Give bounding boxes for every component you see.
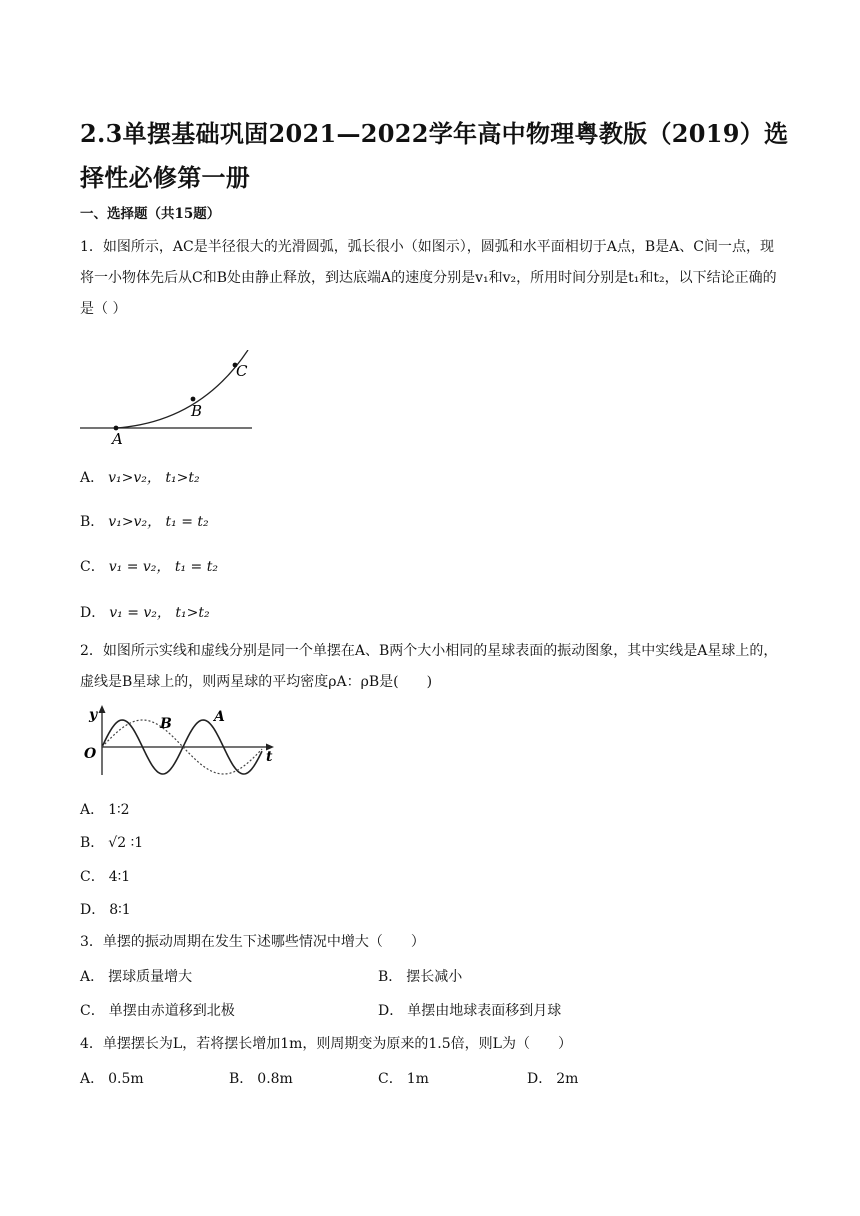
question-4-option-b[interactable] xyxy=(229,1069,293,1089)
y-axis-arrow-icon xyxy=(99,705,106,713)
question-4-option-c[interactable] xyxy=(378,1069,429,1089)
option-text: v₁>v₂， t₁ = t₂ xyxy=(108,514,209,530)
option-text: 摆球质量增大 xyxy=(108,969,193,985)
question-1-text: 1．如图所示，AC是半径很大的光滑圆弧，弧长很小（如图示），圆弧和水平面相切于A点，B是A、C间一点，现将一小物体先后从C和B处由静止释放，到达底端A的速度分别是v₁和v₂，所用时间分别是t₁和t₂，以下结论正确的是（ ） xyxy=(80,239,777,317)
question-2-option-d[interactable] xyxy=(80,900,131,920)
question-3-option-b[interactable] xyxy=(378,967,462,987)
section-heading: 一、选择题（共15题） xyxy=(80,206,221,222)
origin-label: O xyxy=(84,746,97,762)
question-2-figure xyxy=(80,703,280,779)
point-b-label: B xyxy=(191,402,203,420)
t-axis-label: t xyxy=(266,749,273,765)
option-label: D． xyxy=(527,1071,553,1087)
question-2-option-c[interactable] xyxy=(80,867,130,887)
question-4-text: 4．单摆摆长为L，若将摆长增加1m，则周期变为原来的1.5倍，则L为（ ） xyxy=(80,1036,572,1052)
point-a-label: A xyxy=(112,430,123,448)
curve-b-label: B xyxy=(160,716,172,732)
option-text: 1m xyxy=(406,1071,429,1087)
option-label: C． xyxy=(80,869,105,885)
option-label: B． xyxy=(229,1071,254,1087)
option-text: 1∶2 xyxy=(108,802,130,818)
option-text: 0.5m xyxy=(108,1071,144,1087)
question-3-text: 3．单摆的振动周期在发生下述哪些情况中增大（ ） xyxy=(80,934,425,950)
option-text: 0.8m xyxy=(257,1071,293,1087)
option-text: 单摆由地球表面移到月球 xyxy=(407,1003,562,1019)
point-b-dot xyxy=(191,397,196,402)
option-text: 4∶1 xyxy=(108,869,131,885)
option-text: v₁>v₂， t₁>t₂ xyxy=(108,470,200,486)
option-label: D． xyxy=(80,605,106,621)
question-2-option-b[interactable] xyxy=(80,833,143,853)
circular-arc xyxy=(116,350,248,428)
option-label: D． xyxy=(378,1003,404,1019)
option-label: D． xyxy=(80,902,106,918)
option-label: A． xyxy=(80,470,105,486)
question-2-text: 2．如图所示实线和虚线分别是同一个单摆在A、B两个大小相同的星球表面的振动图象，其中实线是A星球上的，虚线是B星球上的，则两星球的平均密度ρA：ρB是( ) xyxy=(80,643,778,690)
option-label: A． xyxy=(80,969,105,985)
curve-a-label: A xyxy=(214,709,225,725)
option-text: 摆长减小 xyxy=(406,969,463,985)
question-1-option-c[interactable] xyxy=(80,557,218,577)
option-text: 2m xyxy=(556,1071,579,1087)
option-text: 8∶1 xyxy=(109,902,131,918)
document-title: 2.3单摆基础巩固2021—2022学年高中物理粤教版（2019）选择性必修第一册 xyxy=(80,119,789,192)
question-1-option-d[interactable] xyxy=(80,603,210,623)
y-axis-label: y xyxy=(89,707,98,723)
question-1-option-a[interactable] xyxy=(80,468,200,488)
option-text: v₁ = v₂， t₁ = t₂ xyxy=(108,559,218,575)
option-label: B． xyxy=(80,514,105,530)
option-text: v₁ = v₂， t₁>t₂ xyxy=(109,605,210,621)
point-c-label: C xyxy=(236,362,248,380)
option-label: B． xyxy=(80,835,105,851)
question-4-option-a[interactable] xyxy=(80,1069,144,1089)
question-3-option-a[interactable] xyxy=(80,967,192,987)
option-label: C． xyxy=(378,1071,403,1087)
option-label: A． xyxy=(80,1071,105,1087)
question-1-option-b[interactable] xyxy=(80,512,209,532)
question-3-option-c[interactable] xyxy=(80,1001,235,1021)
question-1-figure xyxy=(80,350,260,450)
question-4-option-d[interactable] xyxy=(527,1069,578,1089)
option-label: C． xyxy=(80,1003,105,1019)
question-2-option-a[interactable] xyxy=(80,800,130,820)
option-label: B． xyxy=(378,969,403,985)
option-text: 单摆由赤道移到北极 xyxy=(108,1003,235,1019)
option-label: C． xyxy=(80,559,105,575)
option-text: √2 ∶1 xyxy=(108,835,144,851)
question-3-option-d[interactable] xyxy=(378,1001,561,1021)
option-label: A． xyxy=(80,802,105,818)
